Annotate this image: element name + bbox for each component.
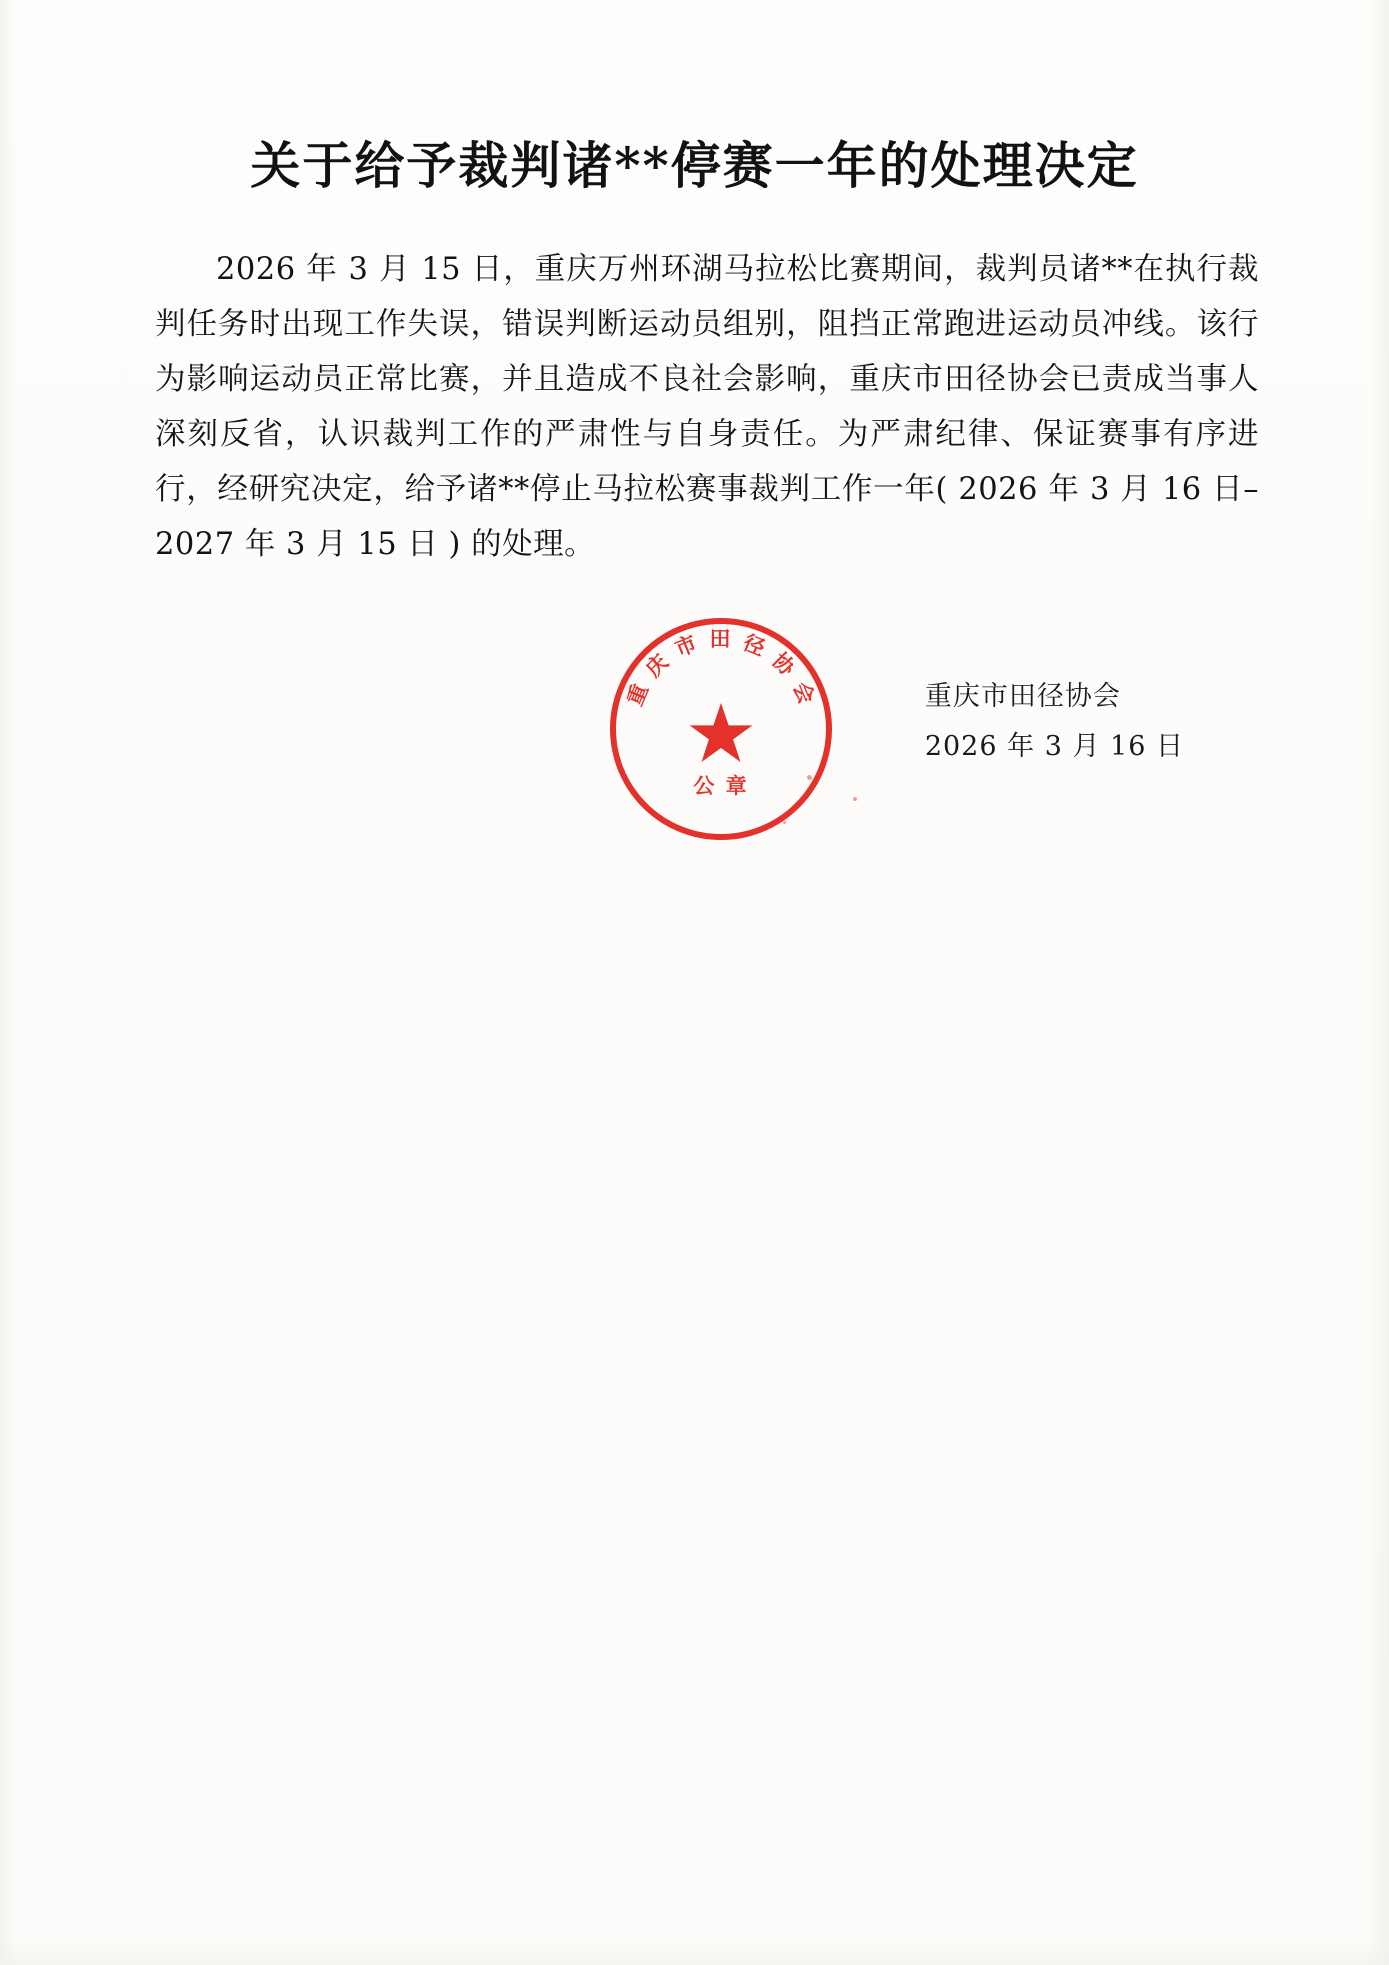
paper-edge-bottom — [0, 1939, 1389, 1965]
official-seal-icon — [607, 615, 835, 843]
signature-organization: 重庆市田径协会 — [924, 681, 1121, 712]
signature-date: 2026 年 3 月 16 日 — [924, 731, 1184, 762]
document-title: 关于给予裁判诸**停赛一年的处理决定 — [250, 136, 1139, 195]
body-paragraph: 2026 年 3 月 15 日，重庆万州环湖马拉松比赛期间，裁判员诸**在执行裁判任务时出现工作失误，错误判断运动员组别，阻挡正常跑进运动员冲线。该行为影响运动员正常比赛，并且造成不良社会影响，重庆市田径协会已责成当事人深刻反省，认识裁判工作的严肃性与自身责任。为严肃纪律、保证赛事有序进行，经研究决定，给予诸**停止马拉松赛事裁判工作一年( 2026 年 3 月 16 日–2027 年 3 月 15 日 ) 的处理。 — [155, 252, 1259, 562]
document-content — [0, 0, 1389, 798]
svg-text:重 庆 市 田 径 协 会 — [622, 626, 821, 709]
document-body — [0, 198, 1389, 572]
signature-block — [925, 672, 1184, 772]
seal-arc-text: 重 庆 市 田 径 协 会 — [621, 626, 821, 710]
seal-bottom-text: 公 章 — [693, 773, 749, 798]
